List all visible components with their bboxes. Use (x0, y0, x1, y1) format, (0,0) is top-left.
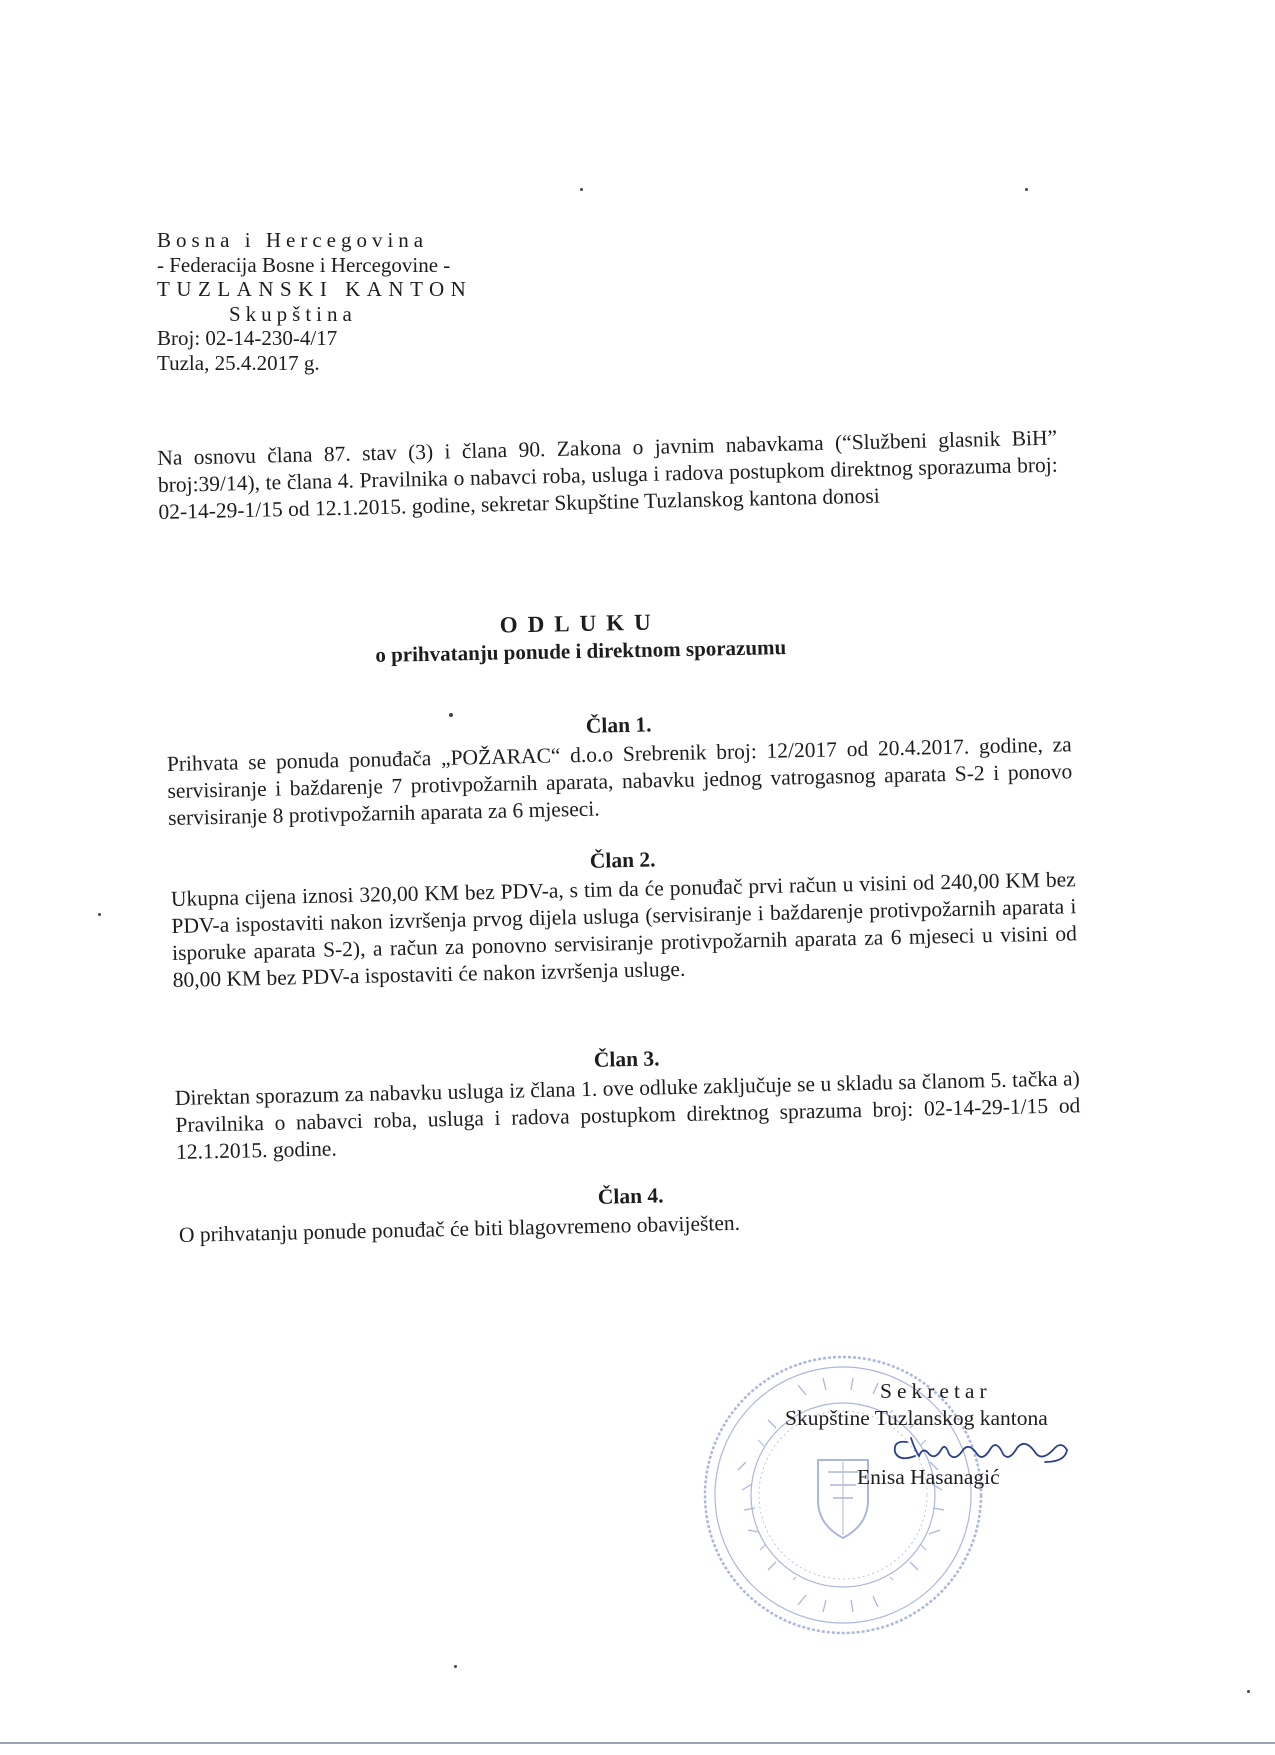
article-text: O prihvatanju ponude ponuđač će biti blagovremeno obaviješten. (178, 1210, 741, 1247)
article-text: Ukupna cijena iznosi 320,00 KM bez PDV-a, s tim da će ponuđač prvi račun u visini od 240,00 KM bez PDV-a ispostaviti nakon izvršenja prvog dijela usluga (servisiranje i baždarenje protivpožarnih aparata i isporuke aparata S-2), a račun za ponovno servisiranje protivpožarnih aparata za 6 mjeseci u visini od 80,00 KM bez PDV-a ispostaviti će nakon izvršenja usluge. (170, 867, 1078, 992)
intro-paragraph: Na osnovu člana 87. stav (3) i člana 90. Zakona o javnim nabavkama (“Službeni glasnik BiH” broj:39/14), te člana 4. Pravilnika o nabavci roba, usluga i radova postupkom direktnog sporazuma broj: 02-14-29-1/15 od 12.1.2015. godine, sekretar Skupštine Tuzlanskog kantona donosi (157, 425, 1058, 524)
header-country: Bosna i Hercegovina (157, 228, 429, 252)
header-place-date: Tuzla, 25.4.2017 g. (157, 350, 320, 375)
article-3 (174, 1036, 1081, 1166)
decision-title: ODLUKU (499, 609, 661, 638)
article-heading: Član 3. (593, 1046, 660, 1072)
article-heading: Član 2. (589, 847, 656, 873)
scan-speck (580, 188, 583, 191)
signatory-organization: Skupštine Tuzlanskog kantona (785, 1406, 1048, 1430)
article-heading: Član 1. (585, 712, 652, 738)
scan-speck (449, 713, 453, 717)
header-canton: TUZLANSKI KANTON (157, 277, 473, 301)
handwritten-signature-icon (785, 1432, 1125, 1464)
article-text: Direktan sporazum za nabavku usluga iz člana 1. ove odluke zaključuje se u skladu sa članom 5. tačka a) Pravilnika o nabavci roba, usluga i radova postupkom direktnog sprazuma broj: 02-14-29-1/15 od 12.1.2015. godine. (174, 1066, 1081, 1164)
scan-speck (1025, 188, 1028, 191)
header-body: Skupština (229, 301, 357, 326)
scan-speck (98, 913, 101, 916)
signature-block (785, 1378, 1125, 1491)
scan-speck (1247, 1690, 1250, 1693)
signatory-title: Sekretar (880, 1379, 992, 1403)
decision-subtitle: o prihvatanju ponude i direktnom sporazumu (375, 635, 787, 667)
article-2 (170, 837, 1078, 994)
letterhead (157, 228, 472, 375)
article-4 (178, 1173, 1084, 1249)
decision-title-block (300, 605, 861, 670)
article-text: Prihvata se ponuda ponuđača „POŽARAC“ d.o.o Srebrenik broj: 12/2017 od 20.4.2017. godine, za servisiranje i baždarenje 7 protivpožarnih aparata, nabavku jednog vatrogasnog aparata S-2 i ponovo servisiranje 8 protivpožarnih aparata za 6 mjeseci. (166, 732, 1073, 830)
article-1 (166, 702, 1073, 832)
header-number: Broj: 02-14-230-4/17 (157, 326, 338, 350)
scan-speck (454, 1665, 457, 1668)
header-entity: - Federacija Bosne i Hercegovine - (157, 252, 451, 277)
scan-edge-line (0, 1742, 1275, 1744)
signatory-name: Enisa Hasanagić (857, 1465, 1000, 1489)
article-heading: Član 4. (597, 1183, 664, 1209)
